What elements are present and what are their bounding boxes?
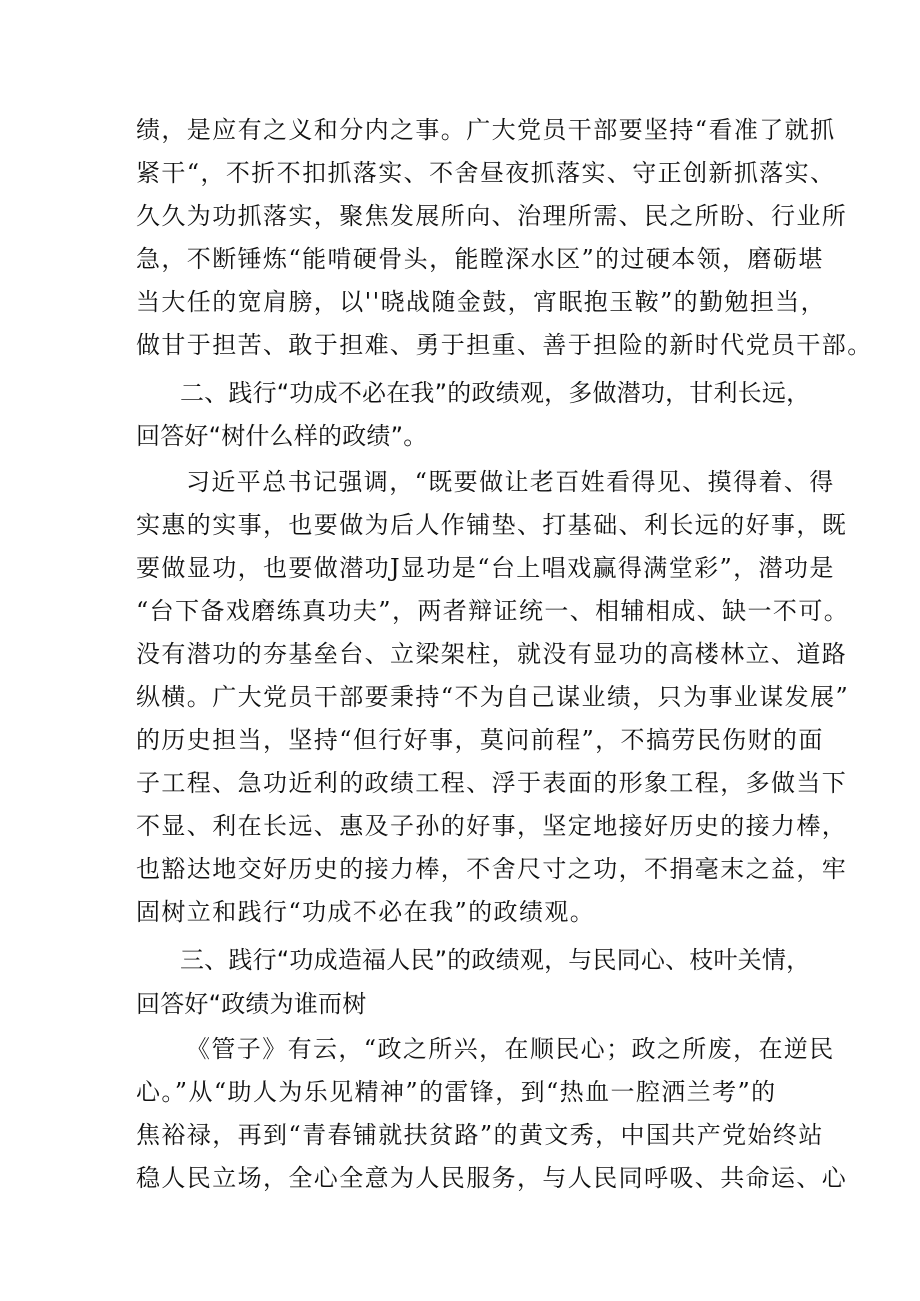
- heading-line: 二、践行“功成不必在我”的政绩观，多做潜功，甘利长远，: [180, 379, 811, 407]
- text-line: 纵横。广大党员干部要秉持“不为自己谋业绩，只为事业谋发展”: [136, 683, 850, 711]
- text-line: 也豁达地交好历史的接力棒，不舍尺寸之功，不捐毫末之益，牢: [136, 855, 848, 883]
- text-line: 习近平总书记强调，“既要做让老百姓看得见、摸得着、得: [186, 468, 835, 496]
- text-line: 绩，是应有之义和分内之事。广大党员干部要坚持“看准了就抓: [136, 116, 836, 144]
- heading-line: 回答好“政绩为谁而树: [136, 990, 367, 1018]
- text-line: 不显、利在长远、惠及子孙的好事，坚定地接好历史的接力棒，: [136, 812, 848, 840]
- text-line: 久久为功抓落实，聚焦发展所向、治理所需、民之所盼、行业所: [136, 202, 848, 230]
- text-line: 《管子》有云，“政之所兴，在顺民心；政之所废，在逆民: [186, 1035, 835, 1063]
- text-line: 固树立和践行“功成不必在我”的政绩观。: [136, 898, 596, 926]
- heading-line: 三、践行“功成造福人民”的政绩观，与民同心、枝叶关情，: [180, 946, 811, 974]
- text-line: 没有潜功的夯基垒台、立梁架柱，就没有显功的高楼林立、道路: [136, 640, 848, 668]
- text-line: 稳人民立场，全心全意为人民服务，与人民同呼吸、共命运、心: [136, 1164, 848, 1192]
- text-line: 要做显功，也要做潜功J显功是“台上唱戏赢得满堂彩”，潜功是: [136, 554, 835, 582]
- text-line: 急，不断锤炼“能啃硬骨头，能瞠深水区”的过硬本领，磨砺堪: [136, 245, 824, 273]
- text-line: 子工程、急功近利的政绩工程、浮于表面的形象工程，多做当下: [136, 769, 848, 797]
- text-line: 做甘于担苦、敢于担难、勇于担重、善于担险的新时代党员干部。: [136, 331, 873, 359]
- text-line: “台下备戏磨练真功夫”，两者辩证统一、相辅相成、缺一不可。: [136, 597, 850, 625]
- text-line: 心。”从“助人为乐见精神”的雷锋，到“热血一腔洒兰考”的: [136, 1078, 777, 1106]
- text-line: 实惠的实事，也要做为后人作铺垫、打基础、利长远的好事，既: [136, 511, 848, 539]
- text-line: 紧干“，不折不扣抓落实、不舍昼夜抓落实、守正创新抓落实、: [136, 159, 836, 187]
- heading-line: 回答好“树什么样的政绩”。: [136, 422, 428, 450]
- text-line: 焦裕禄，再到“青春铺就扶贫路”的黄文秀，中国共产党始终站: [136, 1121, 824, 1149]
- text-line: 当大任的宽肩膀，以''晓战随金鼓，宵眠抱玉鞍”的勤勉担当，: [136, 288, 827, 316]
- text-line: 的历史担当，坚持“但行好事，莫问前程”，不搞劳民伤财的面: [136, 726, 824, 754]
